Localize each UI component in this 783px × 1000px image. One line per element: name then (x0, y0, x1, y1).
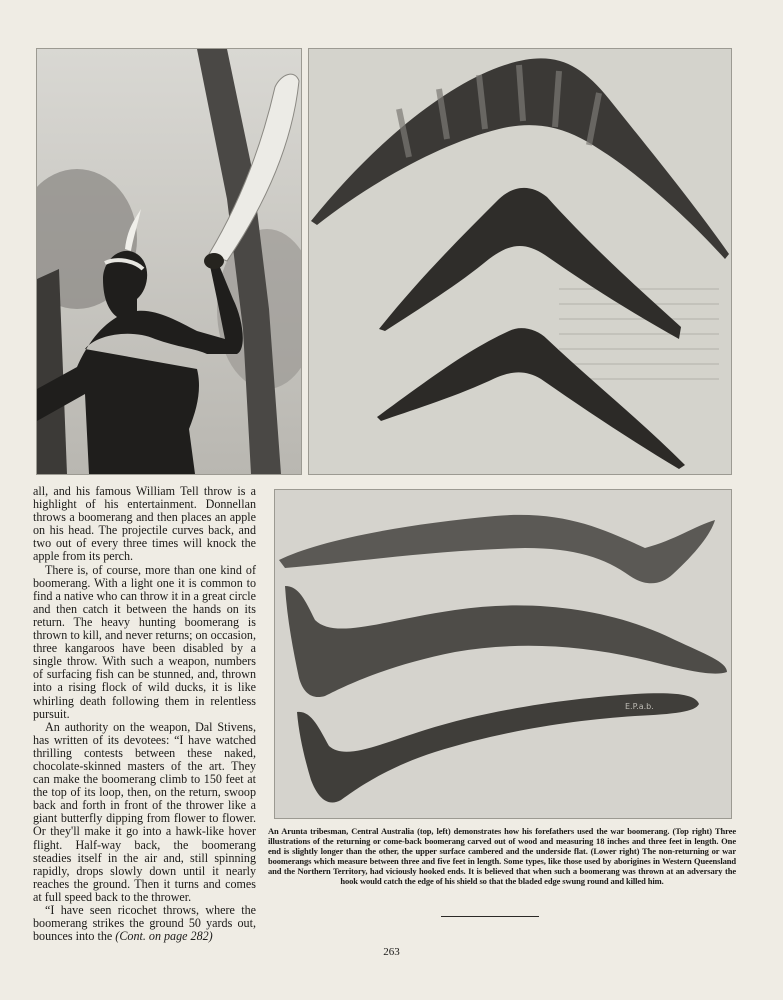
continuation-note: (Cont. on page 282) (115, 929, 213, 944)
photo-war-boomerangs (274, 489, 732, 819)
article-paragraph: An authority on the weapon, Dal Stivens, has written of its devotees: “I have watched thrilling contests between these naked, chocolate-skinned masters of the art. They can make the boomerang climb to 150 feet at the top of its loop, then, on the return, swoop back and forth in front of the thrower like a giant butterfly dipping from flower to flower. Or they'll make it go into a hawk-like hover flight. Half-way back, the boomerang steadies itself in the air and, still spinning rapidly, drops slowly down until it nearly reaches the ground. Then it turns and comes at full speed back to the thrower. (33, 719, 256, 904)
photo-caption: An Arunta tribesman, Central Australia (top, left) demonstrates how his forefathers used the war boomerang. (Top right) Three illustrations of the returning or come-back boomerang carved out of wood and measuring 18 inches and three feet in length. One end is slightly longer than the other, the upper surface cambered and the underside flat. (Lower right) The non-returning or war boomerangs which measure between three and five feet in length. Some types, like those used by aborigines in Western Queensland and the Northern Territory, had viciously hooked ends. It is believed that when such a boomerang was thrown at an adversary the hook would catch the edge of his shield so that the bladed edge swung round and killed him. (268, 826, 736, 886)
divider-rule (441, 916, 539, 917)
article-body (33, 485, 256, 943)
svg-text:E.P.a.b.: E.P.a.b. (625, 702, 654, 711)
photo-tribesman (36, 48, 302, 475)
article-paragraph: all, and his famous William Tell throw is a highlight of his entertainment. Donnellan throws a boomerang and then places an apple on his head. The projectile curves back, and two out of every three times will knock the apple from its perch. (33, 484, 256, 564)
article-paragraph: There is, of course, more than one kind of boomerang. With a light one it is common to find a native who can throw it in a great circle and then catch it between the hands on its return. The heavy hunting boomerang is thrown to kill, and never returns; on occasion, three kangaroos have been disabled by a single throw. With such a weapon, numbers of surfacing fish can be stunned, and, thrown into a rising flock of wild ducks, it is like whirling death following them in relentless pursuit. (33, 562, 256, 721)
article-paragraph-last (33, 904, 256, 943)
article-last-text: “I have seen ricochet throws, where the boomerang strikes the ground 50 yards out, bounces into the (33, 903, 256, 944)
photo-returning-boomerangs (308, 48, 732, 475)
page-number: 263 (383, 946, 400, 958)
